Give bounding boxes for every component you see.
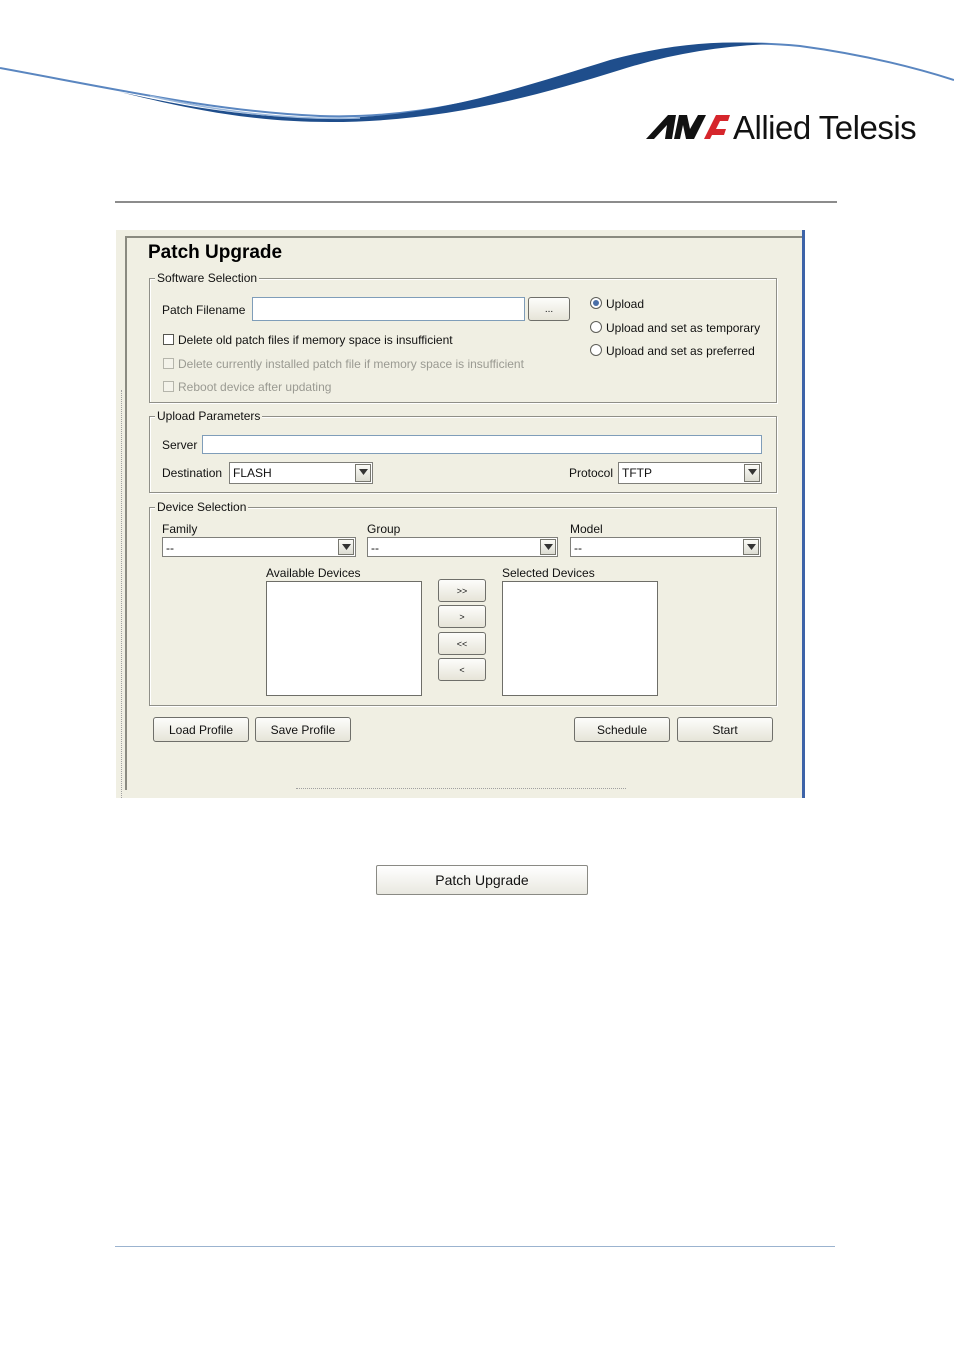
upload-preferred-radio[interactable]	[590, 344, 602, 356]
protocol-select[interactable]	[618, 462, 762, 484]
group-select[interactable]	[367, 537, 558, 557]
software-selection-legend: Software Selection	[157, 271, 258, 285]
destination-value: FLASH	[233, 466, 272, 480]
add-all-button[interactable]: >>	[438, 579, 486, 602]
browse-button[interactable]: ...	[528, 297, 570, 321]
upload-radio-label: Upload	[606, 297, 645, 311]
upload-parameters-legend: Upload Parameters	[157, 409, 261, 423]
family-value: --	[166, 541, 174, 555]
upload-radio[interactable]	[590, 297, 602, 309]
save-profile-button[interactable]: Save Profile	[255, 717, 351, 742]
dialog-title: Patch Upgrade	[148, 242, 283, 263]
protocol-label: Protocol	[569, 466, 614, 480]
allied-telesis-logo-mark	[646, 113, 730, 141]
model-value: --	[574, 541, 582, 555]
patch-upgrade-dialog	[116, 230, 805, 798]
chevron-down-icon[interactable]	[744, 464, 760, 482]
selected-devices-list[interactable]	[502, 581, 658, 696]
allied-telesis-logo-text: Allied Telesis	[733, 109, 917, 146]
model-select[interactable]	[570, 537, 761, 557]
delete-installed-patch-label: Delete currently installed patch file if memory space is insufficient	[178, 357, 524, 371]
chevron-down-icon[interactable]	[355, 464, 371, 482]
model-label: Model	[570, 522, 603, 536]
delete-old-patch-checkbox[interactable]	[163, 334, 174, 345]
upload-temporary-radio[interactable]	[590, 321, 602, 333]
delete-installed-patch-checkbox[interactable]	[163, 358, 174, 369]
add-selected-button[interactable]: >	[438, 605, 486, 628]
upload-preferred-label: Upload and set as preferred	[606, 344, 755, 358]
radio-selected-dot	[593, 300, 599, 306]
patch-upgrade-button[interactable]: Patch Upgrade	[376, 865, 588, 895]
chevron-down-icon[interactable]	[743, 539, 759, 555]
dialog-right-edge	[802, 230, 805, 798]
reboot-device-checkbox[interactable]	[163, 381, 174, 392]
family-select[interactable]	[162, 537, 356, 557]
destination-select[interactable]	[229, 462, 373, 484]
server-input[interactable]	[202, 435, 762, 454]
splitter-horizontal[interactable]	[296, 788, 626, 789]
device-selection-legend: Device Selection	[157, 500, 247, 514]
patch-filename-input[interactable]	[252, 297, 525, 321]
protocol-value: TFTP	[622, 466, 652, 480]
patch-filename-label: Patch Filename	[162, 303, 246, 317]
reboot-device-label: Reboot device after updating	[178, 380, 332, 394]
load-profile-button[interactable]: Load Profile	[153, 717, 249, 742]
start-button[interactable]: Start	[677, 717, 773, 742]
group-label: Group	[367, 522, 401, 536]
chevron-down-icon[interactable]	[338, 539, 354, 555]
splitter-vertical[interactable]	[121, 390, 122, 798]
family-label: Family	[162, 522, 198, 536]
server-label: Server	[162, 438, 198, 452]
chevron-down-icon[interactable]	[540, 539, 556, 555]
remove-selected-button[interactable]: <	[438, 658, 486, 681]
selected-devices-label: Selected Devices	[502, 566, 595, 580]
destination-label: Destination	[162, 466, 223, 480]
delete-old-patch-label: Delete old patch files if memory space is insufficient	[178, 333, 453, 347]
available-devices-list[interactable]	[266, 581, 422, 696]
remove-all-button[interactable]: <<	[438, 632, 486, 655]
available-devices-label: Available Devices	[266, 566, 361, 580]
schedule-button[interactable]: Schedule	[574, 717, 670, 742]
upload-temporary-label: Upload and set as temporary	[606, 321, 761, 335]
group-value: --	[371, 541, 379, 555]
header-divider	[115, 201, 837, 203]
footer-divider	[115, 1246, 835, 1247]
